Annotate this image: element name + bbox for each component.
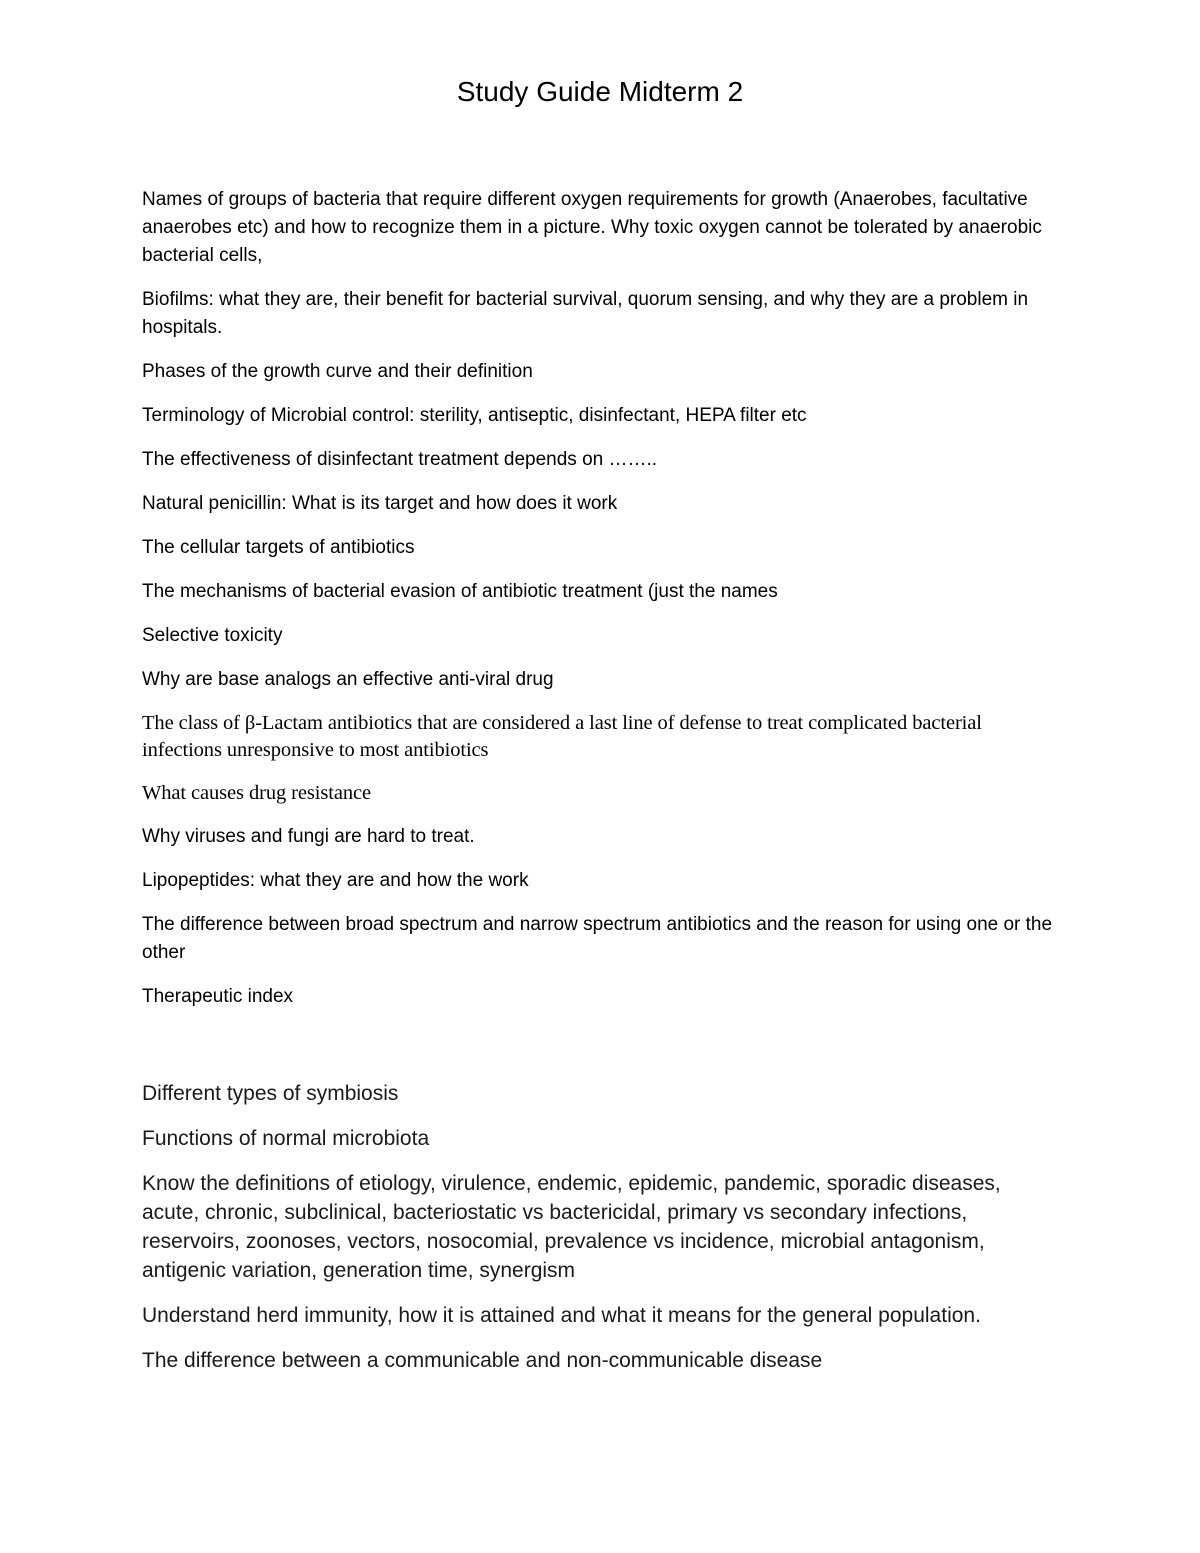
paragraph-communicable-disease: The difference between a communicable and non-communicable disease <box>142 1349 823 1372</box>
paragraph-base-analogs: Why are base analogs an effective anti-viral drug <box>142 669 554 690</box>
paragraph-herd-immunity: Understand herd immunity, how it is attained and what it means for the general population. <box>142 1304 981 1327</box>
paragraph-selective-toxicity: Selective toxicity <box>142 625 283 646</box>
section-spacer <box>142 1027 1060 1079</box>
paragraph-definitions: Know the definitions of etiology, virulence, endemic, epidemic, pandemic, sporadic diseases, acute, chronic, subclinical, bacteriostatic vs bactericidal, primary vs secondary infections, reservoirs, zoonoses, vectors, nosocomial, prevalence vs incidence, microbial antagonism, antigenic variation, generation time, synergism <box>142 1172 1001 1282</box>
paragraph-biofilms: Biofilms: what they are, their benefit for bacterial survival, quorum sensing, and why they are a problem in hospitals. <box>142 289 1029 338</box>
paragraph-evasion-mechanisms: The mechanisms of bacterial evasion of antibiotic treatment (just the names <box>142 581 778 602</box>
document-body <box>142 186 1060 1391</box>
paragraph-drug-resistance: What causes drug resistance <box>142 782 371 804</box>
paragraph-microbial-control: Terminology of Microbial control: sterility, antiseptic, disinfectant, HEPA filter etc <box>142 405 807 426</box>
paragraph-beta-lactam: The class of β-Lactam antibiotics that are considered a last line of defense to treat complicated bacterial infections unresponsive to most antibiotics <box>142 712 982 761</box>
paragraph-oxygen-requirements: Names of groups of bacteria that require different oxygen requirements for growth (Anaerobes, facultative anaerobes etc) and how to recognize them in a picture. Why toxic oxygen cannot be tolerated by anaerobic bacterial cells, <box>142 189 1042 266</box>
paragraph-penicillin: Natural penicillin: What is its target and how does it work <box>142 493 618 514</box>
paragraph-symbiosis: Different types of symbiosis <box>142 1082 399 1105</box>
paragraph-therapeutic-index: Therapeutic index <box>142 986 294 1007</box>
paragraph-lipopeptides: Lipopeptides: what they are and how the work <box>142 870 529 891</box>
paragraph-disinfectant: The effectiveness of disinfectant treatment depends on …….. <box>142 449 658 470</box>
paragraph-antibiotic-targets: The cellular targets of antibiotics <box>142 537 415 558</box>
document-title: Study Guide Midterm 2 <box>456 76 744 107</box>
paragraph-spectrum: The difference between broad spectrum and narrow spectrum antibiotics and the reason for using one or the other <box>142 914 1053 963</box>
paragraph-viruses-fungi: Why viruses and fungi are hard to treat. <box>142 826 475 847</box>
paragraph-growth-curve: Phases of the growth curve and their definition <box>142 361 533 382</box>
paragraph-normal-microbiota: Functions of normal microbiota <box>142 1127 430 1150</box>
